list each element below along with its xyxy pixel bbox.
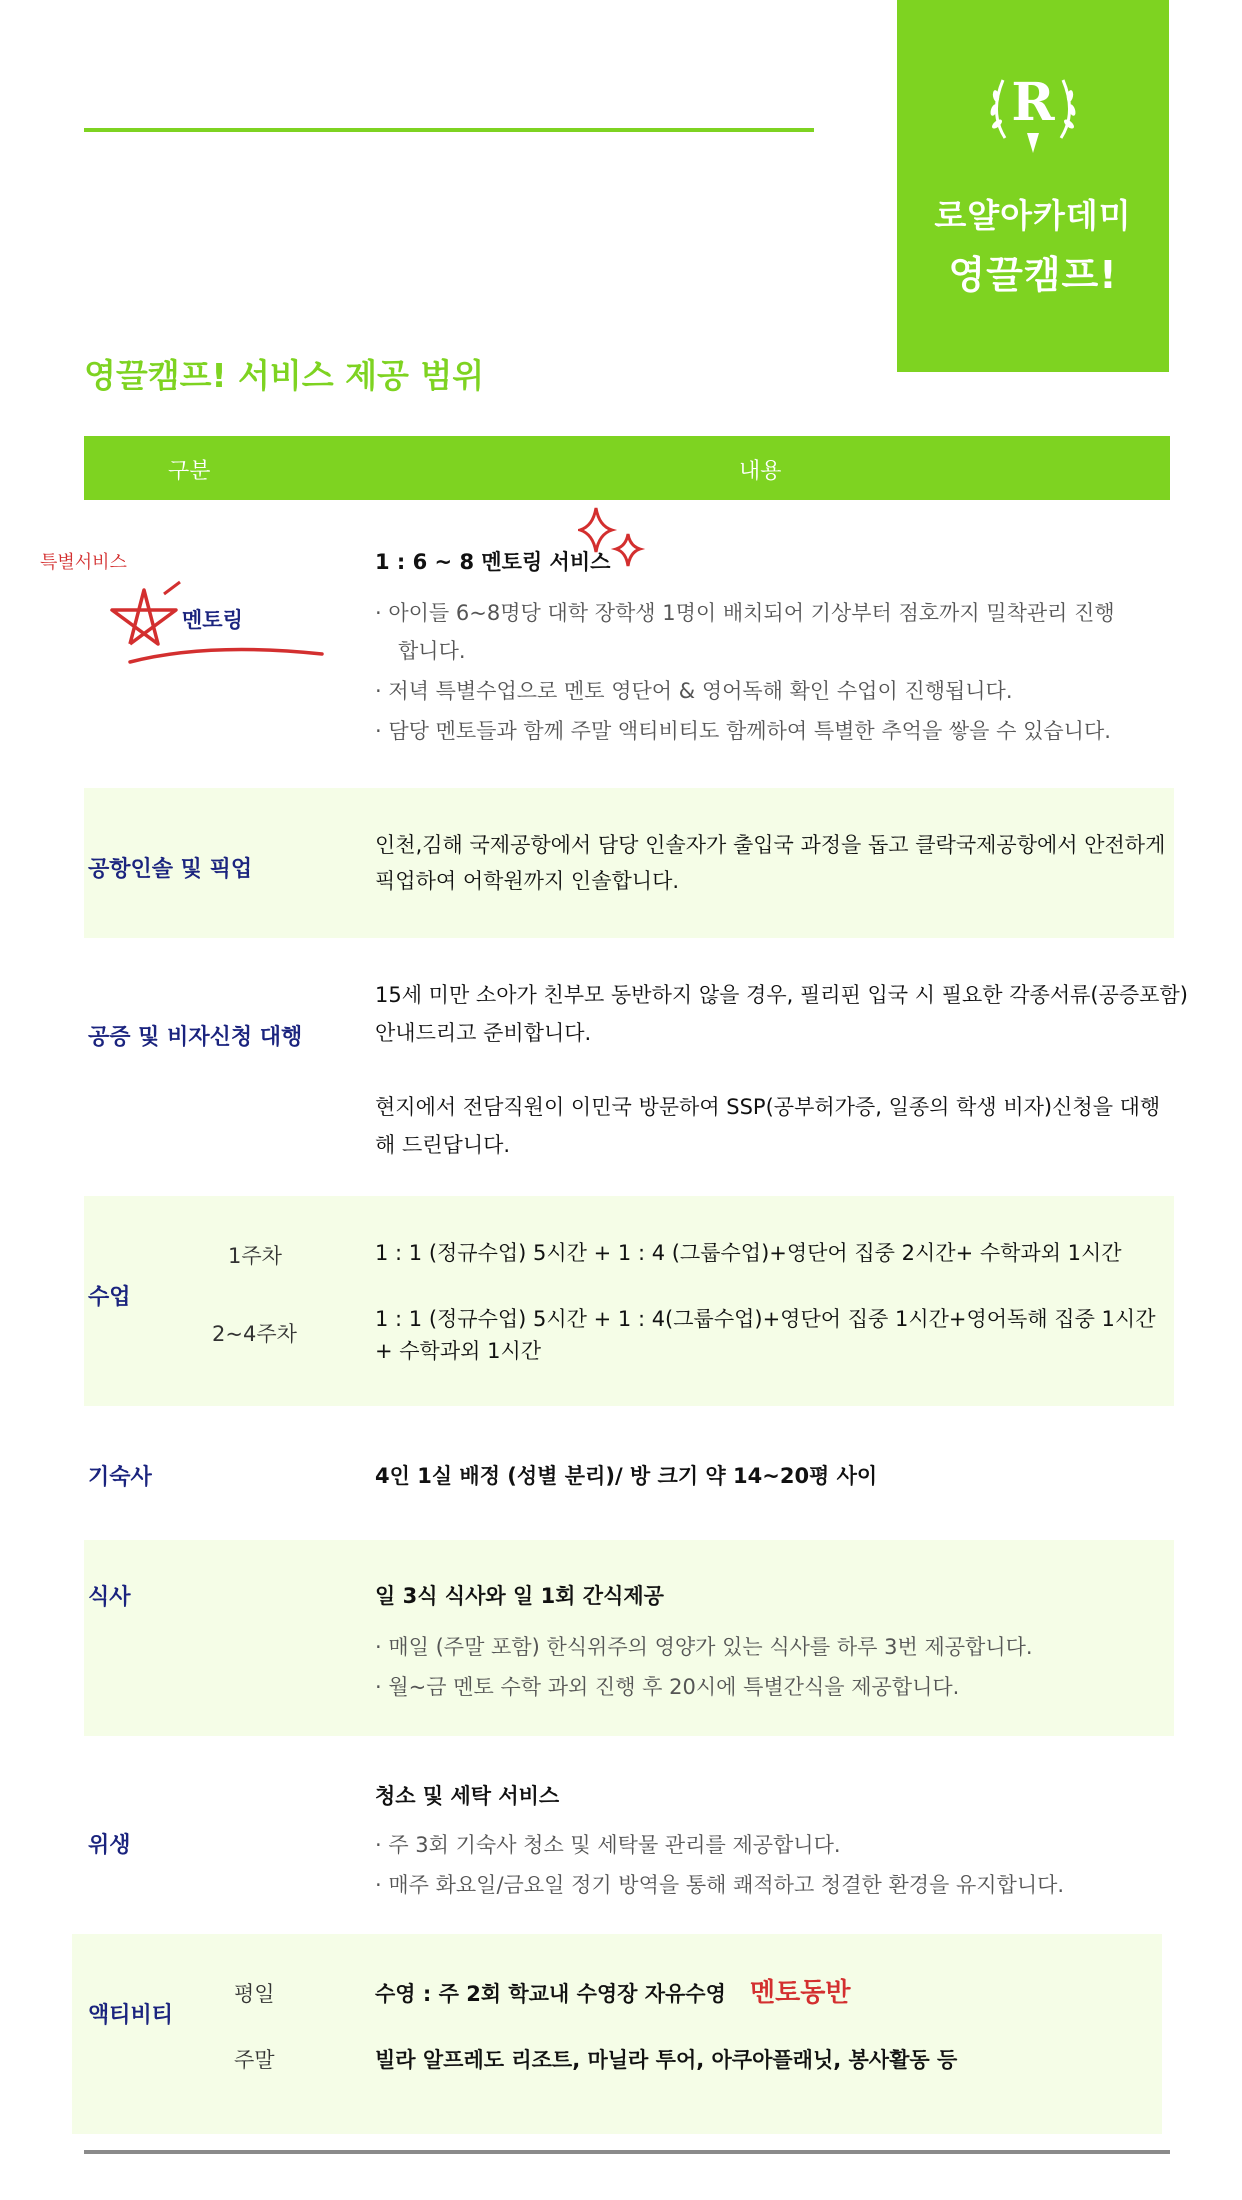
visa-label: 공증 및 비자신청 대행 <box>88 1025 303 1050</box>
laurel-r-pen-icon <box>983 58 1083 158</box>
weekend-text: 빌라 알프레도 리조트, 마닐라 투어, 아쿠아플래닛, 봉사활동 등 <box>375 2048 958 2072</box>
mentoring-label: 멘토링 <box>182 608 243 632</box>
visa-line: 안내드리고 준비합니다. <box>375 1021 592 1045</box>
meals-bullet: · 월~금 멘토 수학 과외 진행 후 20시에 특별간식을 제공합니다. <box>375 1675 960 1699</box>
week2-line: + 수학과외 1시간 <box>375 1339 542 1363</box>
airport-line: 인천,김해 국제공항에서 담당 인솔자가 출입국 과정을 돕고 클락국제공항에서 안전하게 <box>375 833 1166 857</box>
svg-text:R: R <box>1011 72 1055 133</box>
mentoring-title: 1 : 6 ~ 8 멘토링 서비스 <box>375 550 611 574</box>
weekend-label: 주말 <box>234 2048 275 2072</box>
meals-bullet: · 매일 (주말 포함) 한식위주의 영양가 있는 식사를 하루 3번 제공합니다. <box>375 1635 1033 1659</box>
dorm-text: 4인 1실 배정 (성별 분리)/ 방 크기 약 14~20평 사이 <box>375 1464 878 1488</box>
top-divider <box>84 128 814 132</box>
table-header <box>84 436 1170 500</box>
activity-label: 액티비티 <box>88 2003 174 2028</box>
week1-text: 1 : 1 (정규수업) 5시간 + 1 : 4 (그룹수업)+영단어 집중 2시간+ 수학과외 1시간 <box>375 1241 1122 1265</box>
mentoring-bullet: · 저녁 특별수업으로 멘토 영단어 & 영어독해 확인 수업이 진행됩니다. <box>375 679 1013 703</box>
brand-camp: 영끌캠프! <box>948 253 1118 297</box>
meals-title: 일 3식 식사와 일 1회 간식제공 <box>375 1584 664 1608</box>
mentoring-bullet: · 아이들 6~8명당 대학 장학생 1명이 배치되어 기상부터 점호까지 밀착관리 진행 <box>375 601 1115 625</box>
weekday-label: 평일 <box>234 1982 275 2006</box>
bottom-divider <box>84 2150 1170 2154</box>
classes-label: 수업 <box>88 1285 131 1310</box>
airport-line: 픽업하여 어학원까지 인솔합니다. <box>375 869 680 893</box>
airport-label: 공항인솔 및 픽업 <box>88 857 253 882</box>
special-service-tag: 특별서비스 <box>40 552 127 573</box>
week1-label: 1주차 <box>228 1244 282 1268</box>
hygiene-bullet: · 주 3회 기숙사 청소 및 세탁물 관리를 제공합니다. <box>375 1833 841 1857</box>
mentor-accompany-badge: 멘토동반 <box>750 1978 851 2008</box>
hygiene-bullet: · 매주 화요일/금요일 정기 방역을 통해 쾌적하고 청결한 환경을 유지합니다. <box>375 1873 1065 1897</box>
brand-box <box>897 0 1169 372</box>
weekday-text: 수영 : 주 2회 학교내 수영장 자유수영 <box>375 1982 726 2006</box>
header-category: 구분 <box>168 459 211 484</box>
activity-row <box>72 1934 1162 2134</box>
hygiene-label: 위생 <box>88 1833 131 1858</box>
mentoring-bullet: · 담당 멘토들과 함께 주말 액티비티도 함께하여 특별한 추억을 쌓을 수 있습니다. <box>375 719 1111 743</box>
visa-line: 15세 미만 소아가 친부모 동반하지 않을 경우, 필리핀 입국 시 필요한 각종서류(공증포함) <box>375 983 1188 1007</box>
underline-doodle-icon <box>128 640 324 666</box>
section-title: 영끌캠프! 서비스 제공 범위 <box>84 356 485 395</box>
week2-label: 2~4주차 <box>212 1322 297 1346</box>
brand-name: 로얄아카데미 <box>934 196 1132 235</box>
hygiene-title: 청소 및 세탁 서비스 <box>375 1784 560 1808</box>
visa-line: 해 드린답니다. <box>375 1133 511 1157</box>
week2-line: 1 : 1 (정규수업) 5시간 + 1 : 4(그룹수업)+영단어 집중 1시간+영어독해 집중 1시간 <box>375 1307 1156 1331</box>
header-content: 내용 <box>739 459 782 484</box>
meals-label: 식사 <box>88 1585 131 1610</box>
visa-line: 현지에서 전담직원이 이민국 방문하여 SSP(공부허가증, 일종의 학생 비자)신청을 대행 <box>375 1095 1161 1119</box>
dorm-label: 기숙사 <box>88 1465 152 1490</box>
mentoring-bullet: 합니다. <box>398 639 466 663</box>
